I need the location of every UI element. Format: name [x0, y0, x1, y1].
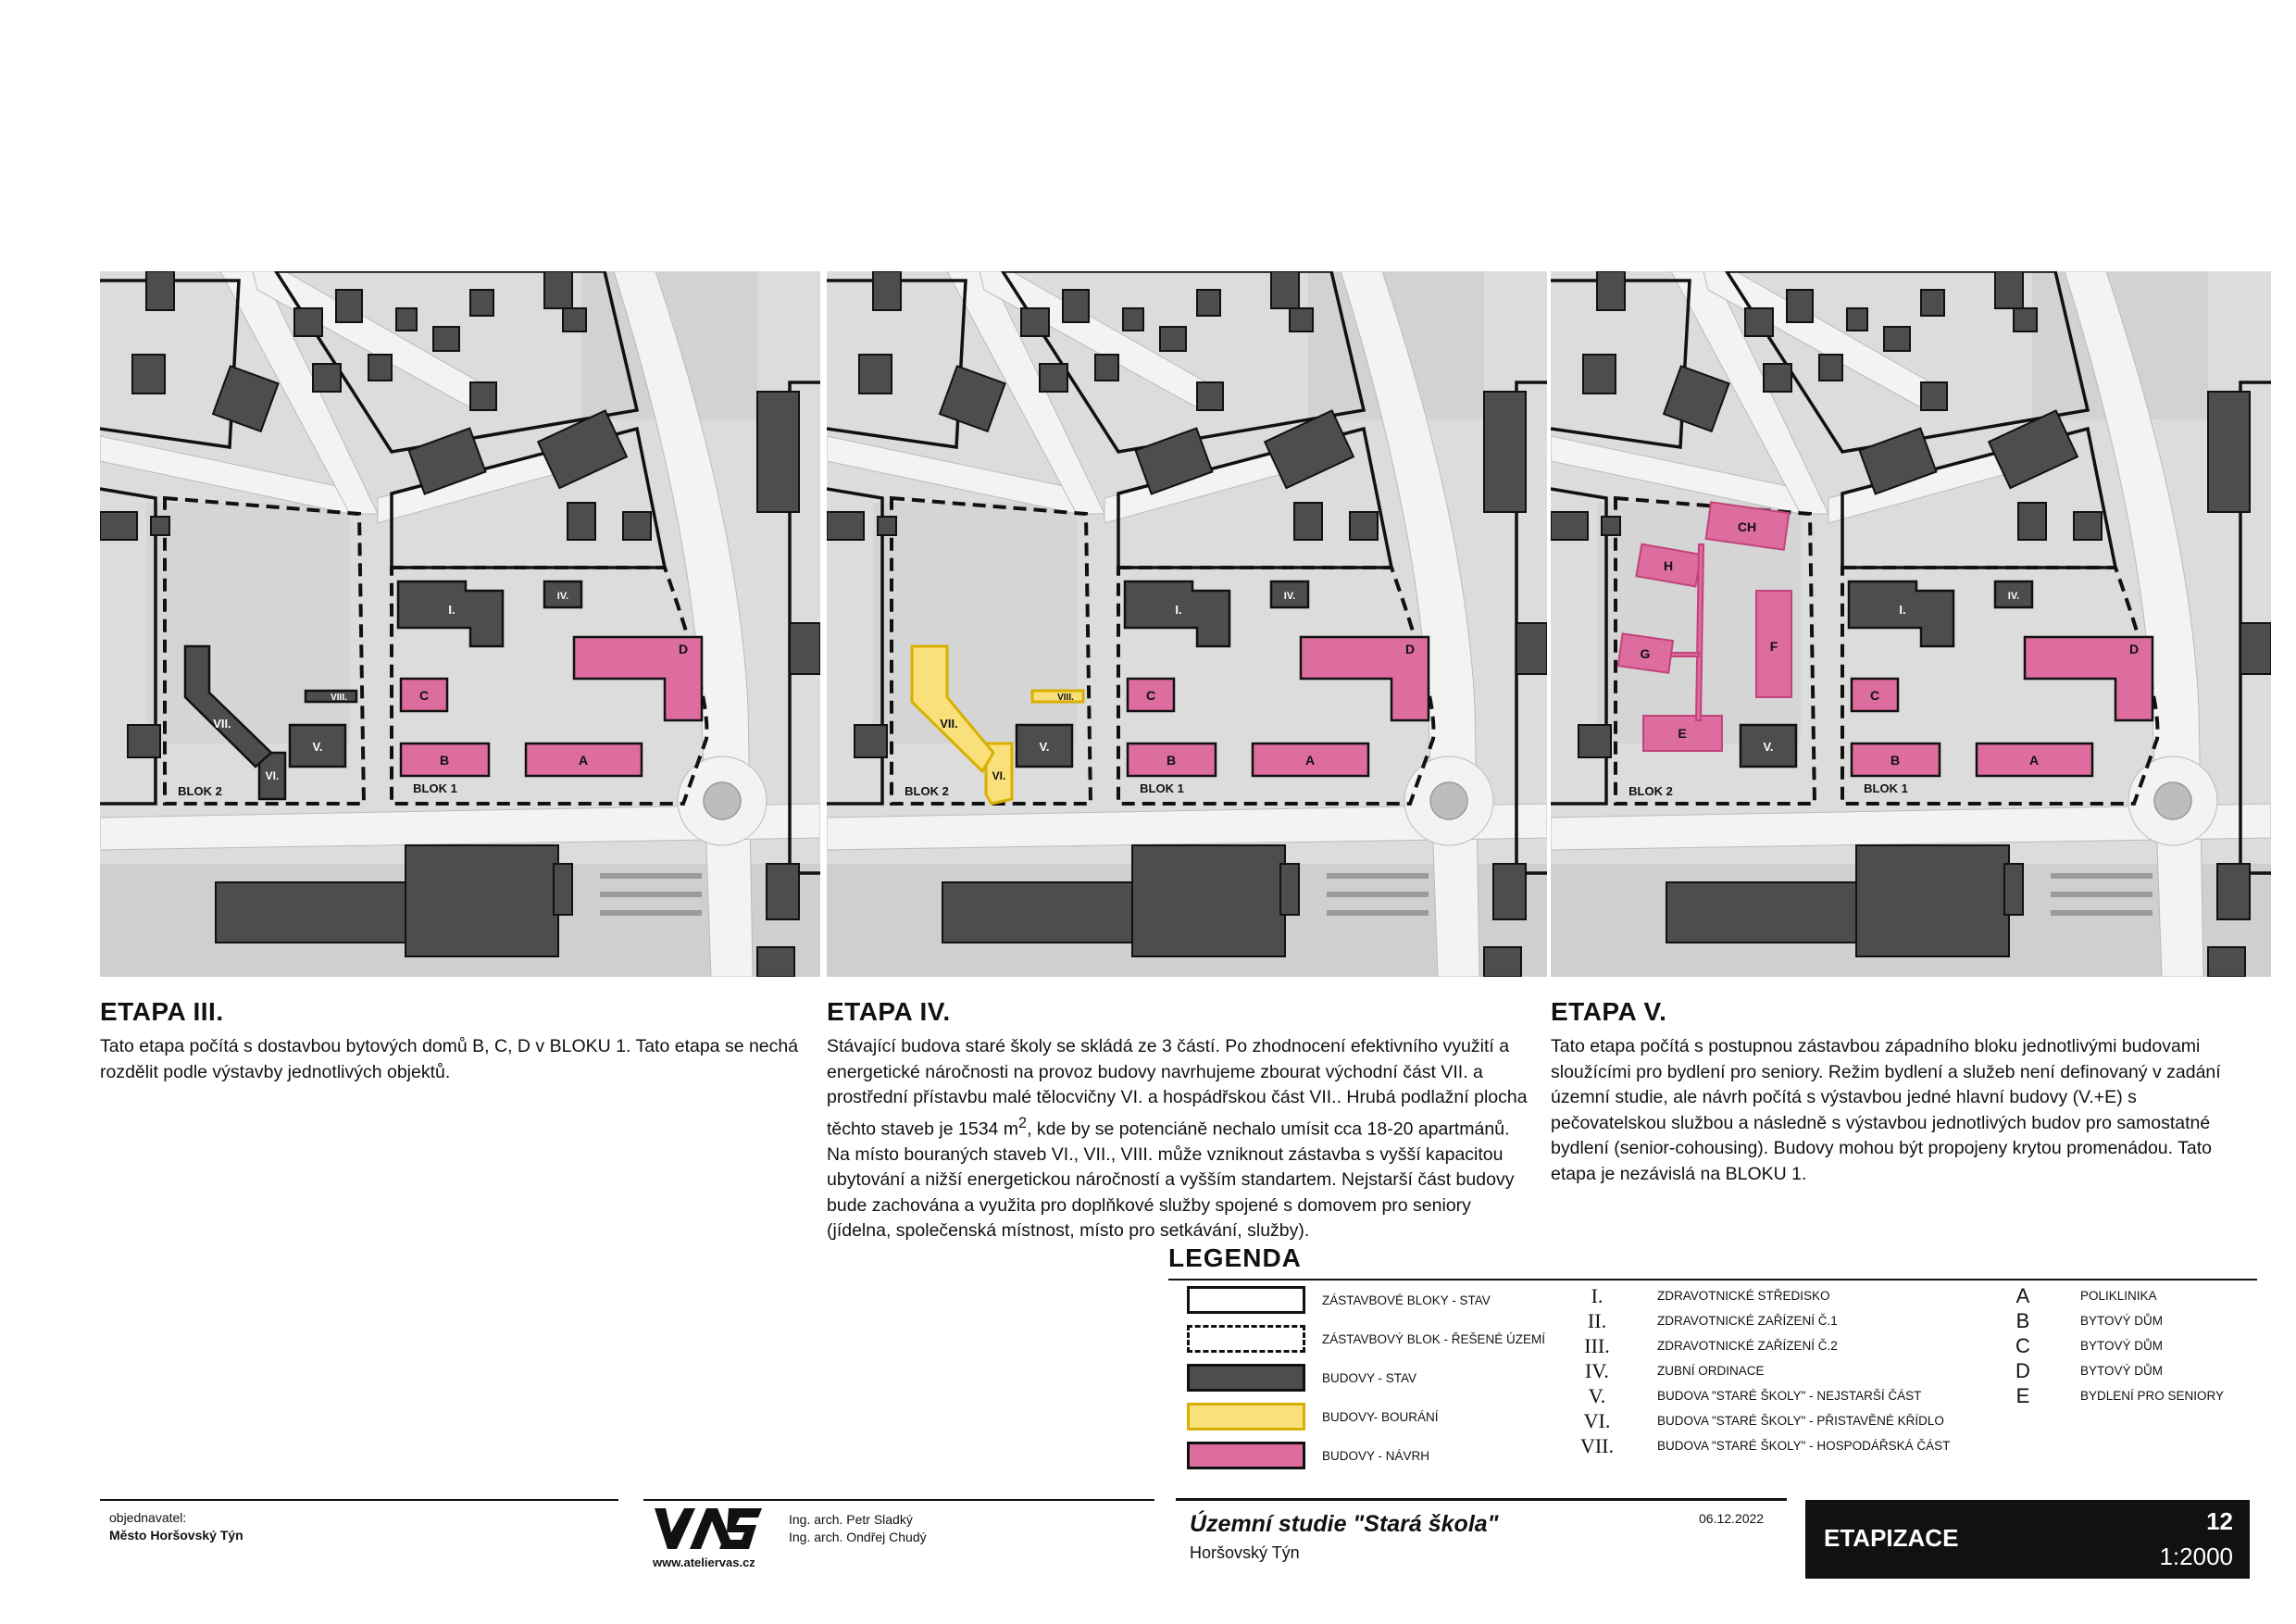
- legend-roman-desc-3: ZDRAVOTNICKÉ ZAŘÍZENÍ Č.2: [1657, 1339, 1838, 1353]
- blok-1-label: BLOK 1: [1864, 781, 1908, 795]
- label-i: I.: [1899, 603, 1906, 617]
- vas-logo-icon: [653, 1505, 764, 1553]
- label-b: B: [439, 753, 450, 768]
- legend-roman-desc-1: ZDRAVOTNICKÉ STŘEDISKO: [1657, 1289, 1830, 1303]
- project-date: 06.12.2022: [1699, 1511, 1765, 1526]
- sheet-scale: 1:2000: [2159, 1543, 2233, 1570]
- legend-roman-desc-5: BUDOVA "STARÉ ŠKOLY" - NEJSTARŠÍ ČÁST: [1657, 1389, 1922, 1403]
- map-etapa-v: [1551, 271, 2271, 977]
- legend-letter-d: D: [2015, 1359, 2030, 1382]
- website[interactable]: www.ateliervas.cz: [653, 1555, 755, 1569]
- etapa-iv-text: Stávající budova staré školy se skládá ze 3 částí. Po zhodnocení efektivního využití a energetické náročnosti na provoz budovy navrhujeme zbourat východní část VII. a prostřední přístavbu malé tělocvičny VI. a hospádřskou část VII.. Hrubá podlažní plocha těchto staveb je 1534 $m^2$, kde by se potenciáně nechalo umísit cca 18-20 apartmánů. Na místo bouraných staveb VI., VII., VIII. může vzniknout zástavba s vyšší kapacitou ubytování a nižší energetickou náročností a vyšším standartem. Nejstarší část budovy bude zachována a využita pro doplňkové služby spojené s domovem pro seniory (jídelna, společenská místnost, místo pro setkávání, služby).: [827, 1036, 1528, 1241]
- map-etapa-iv: [827, 271, 1547, 977]
- legend-roman-3: III.: [1584, 1334, 1610, 1357]
- label-vii: VII.: [213, 717, 231, 731]
- legend-title: LEGENDA: [1168, 1243, 1302, 1272]
- legend-swatch-demolition: [1187, 1403, 1305, 1430]
- etapa-v-section: [1551, 997, 2254, 1187]
- label-c: C: [1145, 688, 1156, 703]
- legend-roman-2: II.: [1587, 1309, 1607, 1332]
- label-ch: CH: [1737, 519, 1757, 534]
- legend: [1168, 1243, 2257, 1475]
- etapa-iii-section: [100, 997, 804, 1085]
- label-viii: VIII.: [1057, 693, 1074, 703]
- legend-roman-desc-6: BUDOVA "STARÉ ŠKOLY" - PŘISTAVĚNÉ KŘÍDLO: [1657, 1414, 1944, 1428]
- project-place: Horšovský Týn: [1190, 1543, 1300, 1562]
- label-v: V.: [1763, 740, 1774, 754]
- map-etapa-iii: [100, 271, 820, 977]
- legend-swatch-dashed-outline: [1187, 1325, 1305, 1353]
- legend-letter-b: B: [2015, 1309, 2030, 1332]
- blok-1-label: BLOK 1: [413, 781, 457, 795]
- label-e: E: [1678, 726, 1687, 741]
- label-v: V.: [312, 740, 323, 754]
- legend-swatch-proposed: [1187, 1442, 1305, 1469]
- label-i: I.: [1175, 603, 1182, 617]
- label-viii: VIII.: [331, 693, 347, 703]
- legend-label-demolition: BUDOVY- BOURÁNÍ: [1322, 1410, 1439, 1424]
- project-title: Územní studie "Stará škola": [1190, 1511, 1499, 1537]
- label-v: V.: [1039, 740, 1050, 754]
- footer-divider-architects: [643, 1499, 1154, 1501]
- label-a: A: [578, 753, 589, 768]
- blok-2-label: BLOK 2: [178, 784, 222, 798]
- atelier-vas-logo: [653, 1505, 764, 1553]
- legend-label-existing: BUDOVY - STAV: [1322, 1371, 1417, 1385]
- legend-letter-a: A: [2015, 1284, 2030, 1307]
- client-name: Město Horšovský Týn: [109, 1528, 243, 1543]
- label-a: A: [1304, 753, 1316, 768]
- legend-label-proposed: BUDOVY - NÁVRH: [1322, 1449, 1430, 1463]
- legend-letter-desc-d: BYTOVÝ DŮM: [2080, 1364, 2164, 1378]
- legend-letter-c: C: [2015, 1334, 2030, 1357]
- blok-1-label: BLOK 1: [1140, 781, 1184, 795]
- legend-letter-desc-a: POLIKLINIKA: [2080, 1289, 2157, 1303]
- label-c: C: [418, 688, 430, 703]
- label-c: C: [1869, 688, 1880, 703]
- label-d: D: [678, 642, 689, 656]
- sheet-title-box: [1805, 1500, 2250, 1579]
- architect-1: Ing. arch. Petr Sladký: [789, 1512, 913, 1527]
- etapa-iii-text: Tato etapa počítá s dostavbou bytových domů B, C, D v BLOKU 1. Tato etapa se nechá rozdělit podle výstavby jednotlivých objektů.: [100, 1036, 799, 1082]
- promenade-2: [1671, 653, 1699, 656]
- label-d: D: [2128, 642, 2140, 656]
- sheet-title: ETAPIZACE: [1824, 1524, 1959, 1552]
- label-iv: IV.: [556, 591, 569, 602]
- legend-letter-desc-c: BYTOVÝ DŮM: [2080, 1339, 2164, 1353]
- label-d: D: [1404, 642, 1416, 656]
- label-a: A: [2028, 753, 2040, 768]
- sheet-number: 12: [2206, 1507, 2233, 1535]
- legend-divider: [1168, 1279, 2257, 1280]
- label-h: H: [1663, 558, 1674, 573]
- etapa-iv-title: ETAPA IV.: [827, 997, 951, 1026]
- legend-roman-4: IV.: [1585, 1359, 1609, 1382]
- etapa-v-text: Tato etapa počítá s postupnou zástavbou západního bloku jednotlivými budovami sloužícími pro bydlení pro seniory. Režim bydlení a služeb není definovaný v zadání územní studie, ale návrh počítá s výstavbou jedné hlavní budovy (V.+E) s pečovatelskou službou a následně s výstavbou jednotlivých budov pro samostatné bydlení (senior-cohousing). Budovy mohou být propojeny krytou promenádou. Tato etapa je nezávislá na BLOKU 1.: [1551, 1036, 2221, 1184]
- legend-roman-7: VII.: [1579, 1434, 1615, 1457]
- legend-roman-desc-4: ZUBNÍ ORDINACE: [1657, 1364, 1765, 1378]
- legend-label-solid-outline: ZÁSTAVBOVÉ BLOKY - STAV: [1322, 1293, 1491, 1307]
- label-g: G: [1640, 646, 1651, 661]
- legend-swatch-existing: [1187, 1364, 1305, 1392]
- label-i: I.: [448, 603, 455, 617]
- blok-2-label: BLOK 2: [1628, 784, 1673, 798]
- blok-2-label: BLOK 2: [905, 784, 949, 798]
- footer-divider-client: [100, 1499, 618, 1501]
- map-panel-etapa-iii: [100, 271, 820, 977]
- legend-letter-desc-b: BYTOVÝ DŮM: [2080, 1314, 2164, 1328]
- label-b: B: [1890, 753, 1901, 768]
- legend-letter-desc-e: BYDLENÍ PRO SENIORY: [2080, 1389, 2225, 1403]
- etapa-v-title: ETAPA V.: [1551, 997, 1667, 1026]
- label-iv: IV.: [2007, 591, 2020, 602]
- legend-roman-desc-7: BUDOVA "STARÉ ŠKOLY" - HOSPODÁŘSKÁ ČÁST: [1657, 1439, 1951, 1453]
- legend-roman-6: VI.: [1583, 1409, 1611, 1432]
- label-iv: IV.: [1283, 591, 1296, 602]
- legend-letter-e: E: [2015, 1384, 2030, 1407]
- map-panel-etapa-v: [1551, 271, 2271, 977]
- etapa-iii-title: ETAPA III.: [100, 997, 224, 1026]
- legend-roman-1: I.: [1591, 1284, 1603, 1307]
- footer-divider-project: [1176, 1498, 1787, 1501]
- map-panel-etapa-iv: [827, 271, 1547, 977]
- label-vii: VII.: [940, 717, 958, 731]
- legend-roman-5: V.: [1588, 1384, 1606, 1407]
- architect-2: Ing. arch. Ondřej Chudý: [789, 1530, 927, 1544]
- label-f: F: [1769, 639, 1778, 654]
- legend-swatch-solid-outline: [1187, 1286, 1305, 1314]
- etapa-iv-section: [827, 997, 1530, 1244]
- legend-roman-desc-2: ZDRAVOTNICKÉ ZAŘÍZENÍ Č.1: [1657, 1314, 1838, 1328]
- client-label: objednavatel:: [109, 1510, 187, 1525]
- legend-label-dashed-outline: ZÁSTAVBOVÝ BLOK - ŘEŠENÉ ÚZEMÍ: [1322, 1332, 1546, 1346]
- label-vi: VI.: [265, 769, 280, 782]
- label-b: B: [1166, 753, 1177, 768]
- label-vi: VI.: [992, 769, 1006, 782]
